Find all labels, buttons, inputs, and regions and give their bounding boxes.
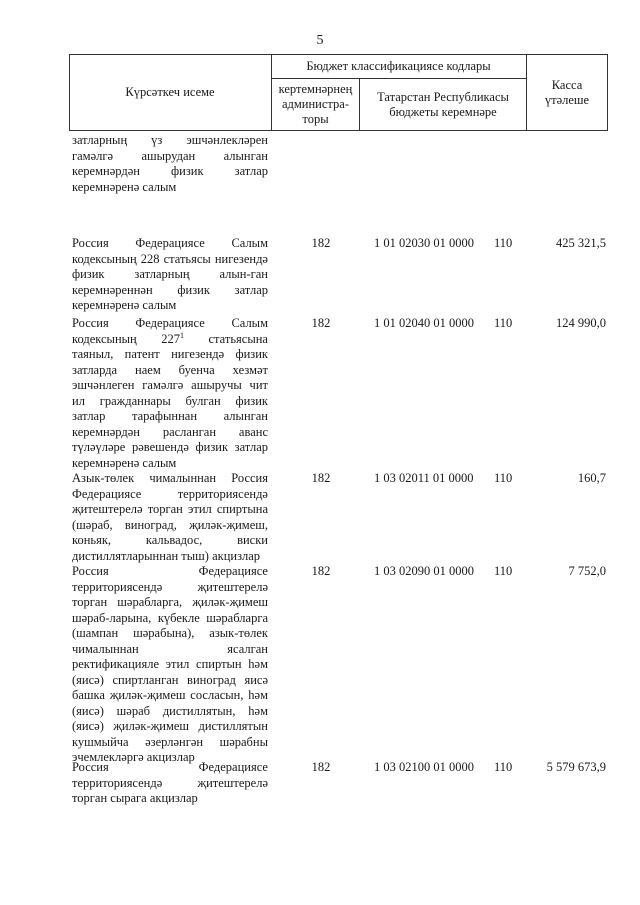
table-row-admin: 182 (311, 236, 331, 250)
table-row-admin: 182 (311, 564, 331, 578)
table-row-code: 1 03 02011 01 0000 (374, 471, 474, 485)
table-row-name: Азык-төлек чималыннан Россия Федерациясе территориясендә җитештерелә торган этил спиртына (шәраб, виноград, җиләк-җимеш, коньяк, кальвадос, виски дистиллятларыннан тыш) акцизлар (72, 471, 268, 563)
table-row-name: затларның үз эшчәнлекләрен гамәлгә ашырудан алынган керемнәрдән физик затлар керемнәренә салым (72, 133, 268, 194)
table-row-name: Россия Федерациясе территориясендә җитештерелә торган шәрабларга, җиләк-җимеш шәраб-ларына, күбекле шәрабларга (шампан шәрабына), азык-төлек чималыннан ясалган ректификацияле этил спиртын һәм (яисә) спиртланган виноград яисә башка җиләк-җимеш сосласын, һәм (яисә) шәраб дистиллятын, һәм (яисә) җиләк-җимеш дистиллятын кушмыйча әзерләнгән шәрабны эчемлекләргә акцизлар (72, 564, 268, 764)
table-row-name-part: Россия Федерациясе Салым кодексының 227 (72, 316, 268, 346)
table-row-amount: 160,7 (577, 471, 606, 485)
column-header-indicator: Күрсәткеч исеме (125, 85, 215, 99)
table-row-admin: 182 (311, 760, 331, 774)
table-row-admin: 182 (311, 316, 331, 330)
table-row-code: 1 03 02090 01 0000 (374, 564, 474, 578)
table-header (69, 54, 608, 131)
column-header-budget-codes: Бюджет классификациясе кодлары (306, 58, 491, 73)
column-header-revenue: Татарстан Республикасы бюджеты керемнәре (377, 89, 509, 119)
table-row-amount: 5 579 673,9 (546, 760, 606, 774)
table-row-name: Россия Федерациясе Салым кодексының 228 статьясы нигезендә физик затларның алын-ган керемнәреннән физик затлар керемнәренә салым (72, 236, 268, 312)
table-row-subcode: 110 (494, 564, 513, 578)
table-row-amount: 124 990,0 (556, 316, 606, 330)
table-row-name (72, 316, 268, 471)
table-row-name: Россия Федерациясе территориясендә җитештерелә торган сырага акцизлар (72, 760, 268, 805)
table-row-admin: 182 (311, 471, 331, 485)
table-row-subcode: 110 (494, 316, 513, 330)
table-row-code: 1 01 02030 01 0000 (374, 236, 474, 250)
table-row-amount: 425 321,5 (556, 236, 606, 250)
table-row-subcode: 110 (494, 236, 513, 250)
superscript: 1 (179, 330, 184, 340)
page-number: 5 (316, 33, 324, 48)
column-header-cash: Касса үтәлеше (544, 77, 590, 107)
table-row-subcode: 110 (494, 471, 513, 485)
table-row-amount: 7 752,0 (568, 564, 606, 578)
table-row-name-part: статьясына таяныл, патент нигезендә физик затларда наем буенча хезмәт эшчәнлеген гамәлгә ашыручы чит ил гражданнары булган физик затлар тарафыннан алынган керемнәрдән расланган аванс түләүләре рәвешендә физик затлар керемнәренә салым (72, 331, 268, 470)
table-row-subcode: 110 (494, 760, 513, 774)
column-header-admin: кертемнәрнең администра-торы (278, 82, 353, 126)
table-row-code: 1 01 02040 01 0000 (374, 316, 474, 330)
table-row-code: 1 03 02100 01 0000 (374, 760, 474, 774)
